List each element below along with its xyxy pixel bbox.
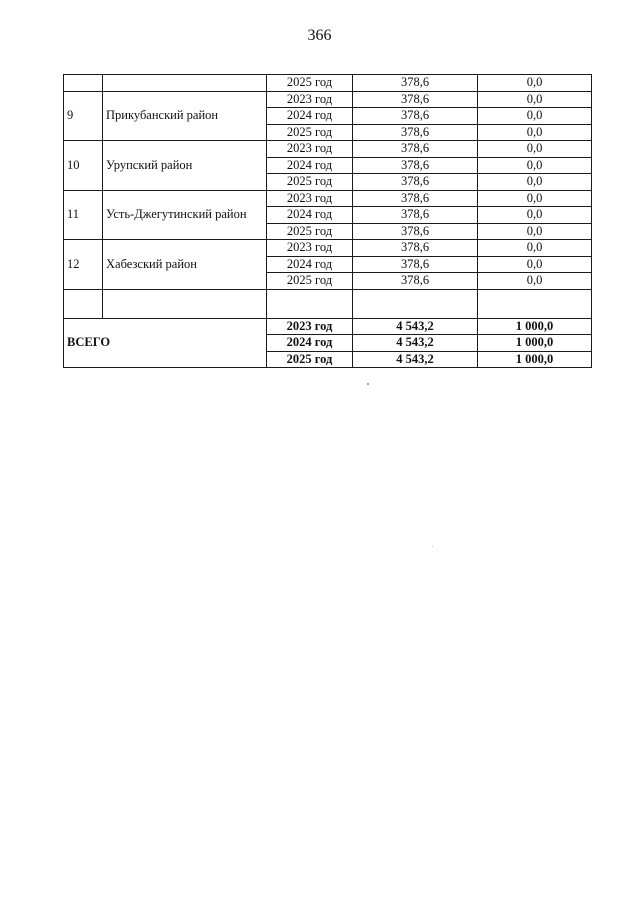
year-cell: 2025 год	[267, 124, 353, 141]
year-cell: 2025 год	[267, 174, 353, 191]
amount-cell: 0,0	[478, 256, 592, 273]
empty-cell	[353, 289, 478, 318]
amount-cell: 378,6	[353, 223, 478, 240]
total-amount-cell: 4 543,2	[353, 318, 478, 335]
year-cell: 2024 год	[267, 207, 353, 224]
amount-cell: 0,0	[478, 190, 592, 207]
number-cell	[64, 75, 103, 92]
year-cell: 2023 год	[267, 91, 353, 108]
empty-cell	[103, 289, 267, 318]
year-cell: 2023 год	[267, 141, 353, 158]
empty-cell	[478, 289, 592, 318]
amount-cell: 378,6	[353, 75, 478, 92]
amount-cell: 378,6	[353, 273, 478, 290]
amount-cell: 0,0	[478, 157, 592, 174]
amount-cell: 378,6	[353, 240, 478, 257]
table-row	[64, 91, 592, 108]
scan-speck	[432, 546, 433, 547]
amount-cell: 378,6	[353, 190, 478, 207]
amount-cell: 378,6	[353, 141, 478, 158]
table-row	[64, 240, 592, 257]
empty-cell	[267, 289, 353, 318]
total-row	[64, 318, 592, 335]
total-amount-cell: 1 000,0	[478, 335, 592, 352]
total-amount-cell: 4 543,2	[353, 335, 478, 352]
district-number: 10	[64, 141, 103, 191]
total-amount-cell: 1 000,0	[478, 351, 592, 368]
year-cell: 2023 год	[267, 190, 353, 207]
total-amount-cell: 1 000,0	[478, 318, 592, 335]
district-number: 9	[64, 91, 103, 141]
amount-cell: 378,6	[353, 108, 478, 125]
amount-cell: 0,0	[478, 223, 592, 240]
amount-cell: 0,0	[478, 207, 592, 224]
year-cell: 2024 год	[267, 157, 353, 174]
total-year-cell: 2024 год	[267, 335, 353, 352]
table-row	[64, 141, 592, 158]
district-name-cell	[103, 75, 267, 92]
year-cell: 2025 год	[267, 223, 353, 240]
total-year-cell: 2025 год	[267, 351, 353, 368]
district-name: Урупский район	[103, 141, 267, 191]
district-number: 11	[64, 190, 103, 240]
amount-cell: 378,6	[353, 124, 478, 141]
district-name: Хабезский район	[103, 240, 267, 290]
amount-cell: 378,6	[353, 207, 478, 224]
year-cell: 2025 год	[267, 273, 353, 290]
year-cell: 2024 год	[267, 108, 353, 125]
amount-cell: 0,0	[478, 108, 592, 125]
amount-cell: 378,6	[353, 91, 478, 108]
year-cell: 2024 год	[267, 256, 353, 273]
amount-cell: 0,0	[478, 75, 592, 92]
table-row	[64, 190, 592, 207]
empty-row	[64, 289, 592, 318]
amount-cell: 0,0	[478, 141, 592, 158]
scan-speck	[367, 383, 369, 385]
amount-cell: 0,0	[478, 273, 592, 290]
amount-cell: 378,6	[353, 157, 478, 174]
amount-cell: 0,0	[478, 174, 592, 191]
budget-table	[63, 74, 592, 368]
amount-cell: 0,0	[478, 124, 592, 141]
empty-cell	[64, 289, 103, 318]
page-number: 366	[307, 27, 332, 44]
year-cell: 2023 год	[267, 240, 353, 257]
total-year-cell: 2023 год	[267, 318, 353, 335]
amount-cell: 0,0	[478, 91, 592, 108]
total-amount-cell: 4 543,2	[353, 351, 478, 368]
table-row	[64, 75, 592, 92]
district-number: 12	[64, 240, 103, 290]
total-label: ВСЕГО	[64, 318, 267, 368]
district-name: Прикубанский район	[103, 91, 267, 141]
amount-cell: 378,6	[353, 174, 478, 191]
district-name: Усть-Джегутинский район	[103, 190, 267, 240]
year-cell: 2025 год	[267, 75, 353, 92]
amount-cell: 0,0	[478, 240, 592, 257]
amount-cell: 378,6	[353, 256, 478, 273]
